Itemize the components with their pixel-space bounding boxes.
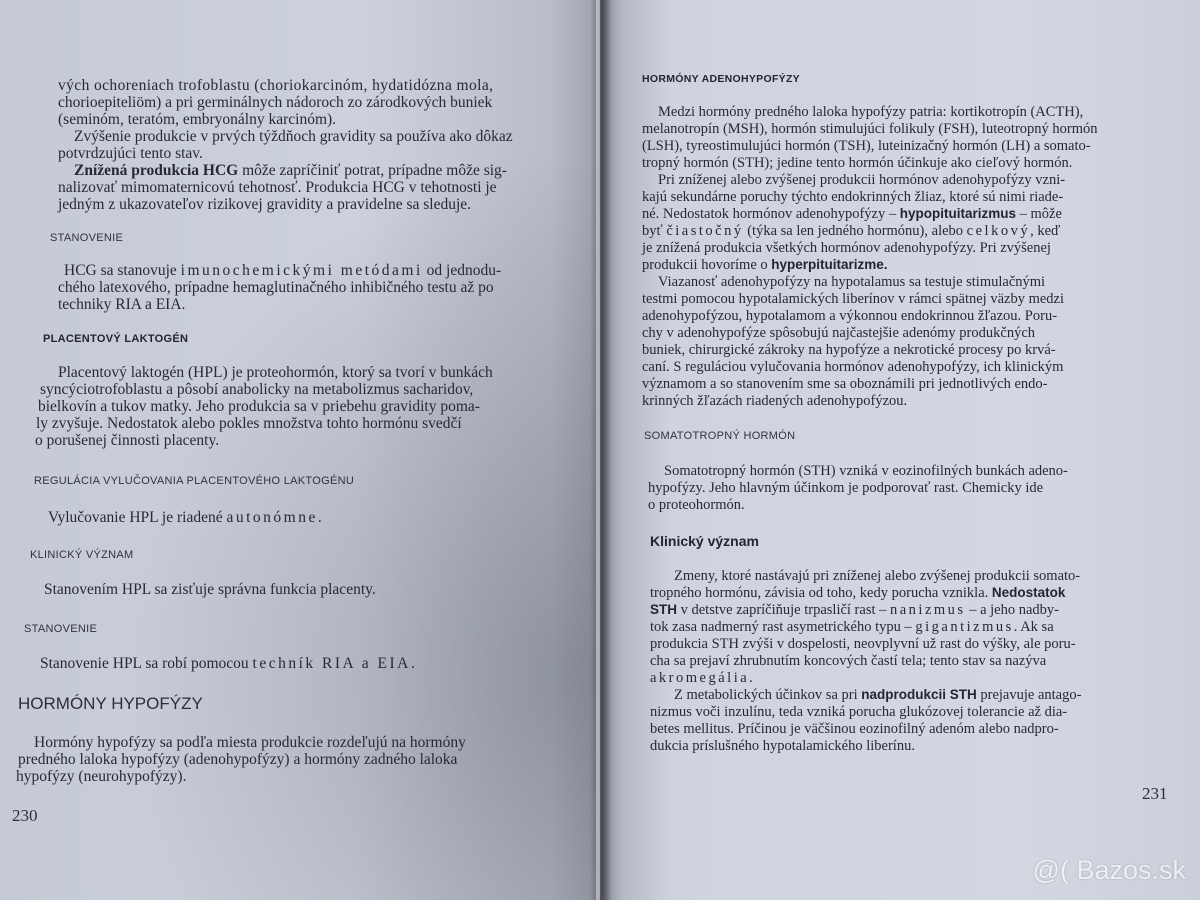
page-number: 230 — [12, 806, 38, 825]
page-number: 231 — [1142, 784, 1168, 803]
text-line: krinných žľazách riadených adenohypofýzou. — [642, 393, 908, 409]
bold-text: Znížená produkcia HCG — [74, 162, 239, 179]
spaced-text: imunochemickými metódami — [180, 262, 423, 279]
right-page — [598, 0, 1200, 900]
text-span: . — [410, 655, 415, 672]
spaced-text: celkový — [966, 223, 1031, 239]
spaced-text: gigantizmus — [915, 619, 1014, 635]
text-line: dukcia príslušného hypotalamického liberínu. — [650, 738, 915, 754]
text-line: o porušenej činnosti placenty. — [35, 432, 220, 449]
text-line: Pri zníženej alebo zvýšenej produkcii hormónov adenohypofýzy vzni- — [658, 172, 1066, 188]
text-line: Medzi hormóny predného laloka hypofýzy patria: kortikotropín (ACTH), — [658, 104, 1084, 120]
text-line: Viazanosť adenohypofýzy na hypotalamus sa testuje stimulačnými — [658, 274, 1046, 290]
section-heading: STANOVENIE — [50, 232, 124, 244]
text-line: adenohypofýzou, hypotalamom a výkonnou endokrinnou žľazou. Poru- — [642, 308, 1058, 324]
subsection-heading: Klinický význam — [650, 533, 759, 549]
text-line — [40, 655, 415, 672]
text-line: syncýciotrofoblastu a pôsobí anabolicky na metabolizmus sacharidov, — [40, 381, 474, 398]
text-line: o proteohormón. — [648, 497, 745, 513]
text-line: jedným z ukazovateľov rizikovej gravidity a pravidelne sa sleduje. — [58, 196, 472, 213]
text-line: testmi pomocou hypotalamických liberínov v rámci spätnej väzby medzi — [642, 291, 1064, 307]
text-line: melanotropín (MSH), hormón stimulujúci folikuly (FSH), luteotropný hormón — [642, 121, 1098, 137]
text-line: nalizovať mimomaternicovú tehotnosť. Produkcia HCG v tehotnosti je — [58, 179, 497, 196]
text-line: Hormóny hypofýzy sa podľa miesta produkcie rozdeľujú na hormóny — [34, 734, 466, 751]
spaced-text: čiastočný — [666, 223, 744, 239]
text-line: (seminóm, teratóm, embryonálny karcinóm). — [58, 111, 337, 128]
section-heading: KLINICKÝ VÝZNAM — [30, 549, 134, 561]
text-line: cha sa prejaví zhrubnutím koncových častí tela; tento stav sa nazýva — [650, 653, 1047, 669]
text-span: . Ak sa — [1013, 619, 1054, 635]
text-line: nizmus voči inzulínu, teda vzniká porucha glukózovej tolerancie až dia- — [650, 704, 1068, 720]
text-line: vých ochoreniach trofoblastu (choriokarcinóm, hydatidózna mola, — [58, 77, 494, 94]
text-span: Stanovenie HPL sa robí pomocou — [40, 655, 253, 672]
text-line: chorioepiteliöm) a pri germinálnych nádoroch zo zárodkových buniek — [58, 94, 493, 111]
text-span: produkcii hovoríme o — [642, 257, 772, 273]
text-line: Zmeny, ktoré nastávajú pri zníženej alebo zvýšenej produkcii somato- — [674, 568, 1081, 584]
text-line: chého latexového, prípadne hemaglutinačného inhibičného testu až po — [58, 279, 494, 296]
book-gutter-shadow — [590, 0, 612, 900]
chapter-heading: HORMÓNY HYPOFÝZY — [18, 694, 203, 713]
spaced-text: techník RIA a EIA — [252, 655, 411, 672]
page-edge — [596, 0, 600, 900]
text-line: kajú sekundárne poruchy týchto endokrinných žliaz, ktoré sú nimi riade- — [642, 189, 1064, 205]
text-line: caní. S reguláciou vylučovania hormónov adenohypofýzy, ich klinickým — [642, 359, 1064, 375]
text-span: né. Nedostatok hormónov adenohypofýzy – — [642, 206, 900, 222]
section-heading: REGULÁCIA VYLUČOVANIA PLACENTOVÉHO LAKTOGÉNU — [34, 475, 355, 487]
text-line — [642, 257, 888, 273]
text-span: Vylučovanie HPL je riadené — [48, 509, 227, 526]
text-span: – a jeho nadby- — [965, 602, 1059, 618]
text-line: je znížená produkcia všetkých hormónov adenohypofýzy. Pri zvýšenej — [642, 240, 1051, 256]
section-heading: SOMATOTROPNÝ HORMÓN — [644, 430, 796, 442]
text-span: byť — [642, 223, 667, 239]
text-line: techniky RIA a EIA. — [58, 296, 186, 313]
text-span: tok zasa nadmerný rast asymetrického typu – — [650, 619, 916, 635]
text-line: betes mellitus. Príčinou je väčšinou eozinofilný adenóm alebo nadpro- — [650, 721, 1059, 737]
text-span: . — [749, 670, 753, 686]
text-line — [642, 223, 1060, 239]
text-span: . — [317, 509, 322, 526]
bold-text: nadprodukcii STH — [861, 687, 977, 702]
text-span: od jednodu- — [422, 262, 502, 279]
spaced-text: autonómne — [226, 509, 318, 526]
text-span: – môže — [1016, 206, 1062, 222]
text-line — [650, 602, 1059, 618]
bold-text: Nedostatok — [991, 585, 1066, 600]
text-line — [642, 206, 1062, 222]
text-line: Somatotropný hormón (STH) vzniká v eozinofilných bunkách adeno- — [664, 463, 1068, 479]
text-line: Zvýšenie produkcie v prvých týždňoch gravidity sa používa ako dôkaz — [74, 128, 513, 145]
text-line: Placentový laktogén (HPL) je proteohormón, ktorý sa tvorí v bunkách — [58, 364, 493, 381]
text-line: Stanovením HPL sa zisťuje správna funkcia placenty. — [44, 581, 376, 598]
text-span: môže zapríčiniť potrat, prípadne môže sig- — [238, 162, 507, 179]
text-line: potvrdzujúci tento stav. — [58, 145, 203, 162]
text-span: tropného hormónu, závisia od toho, kedy porucha vznikla. — [650, 585, 992, 601]
text-line: tropný hormón (STH); jedine tento hormón účinkuje ako cieľový hormón. — [642, 155, 1073, 171]
text-span: prejavuje antago- — [976, 687, 1082, 703]
text-line — [650, 670, 753, 686]
text-line: hypofýzy (neurohypofýzy). — [16, 768, 187, 785]
text-line — [650, 585, 1065, 601]
text-line — [674, 687, 1081, 703]
text-line: významom a so stanovením sme sa oboznámili pri jednotlivých endo- — [642, 376, 1048, 392]
watermark: @( Bazos.sk — [1032, 855, 1186, 885]
spaced-text: nanizmus — [890, 602, 966, 618]
text-span: (týka sa len jedného hormónu), alebo — [743, 223, 967, 239]
text-line: ly zvyšuje. Nedostatok alebo pokles množstva tohto hormónu svedčí — [36, 415, 462, 432]
bold-text: hypopituitarizmus — [899, 206, 1016, 221]
spaced-text: akromegália — [650, 670, 750, 686]
text-line: produkcia STH zvýši v dospelosti, neovplyvní už rast do výšky, ale poru- — [650, 636, 1076, 652]
text-line: (LSH), tyreostimulujúci hormón (TSH), luteinizačný hormón (LH) a somato- — [642, 138, 1091, 154]
section-heading: PLACENTOVÝ LAKTOGÉN — [43, 333, 189, 345]
text-line: predného laloka hypofýzy (adenohypofýzy) a hormóny zadného laloka — [18, 751, 458, 768]
text-line: chy v adenohypofýze spôsobujú najčastejšie adenómy produkčných — [642, 325, 1036, 341]
text-line — [650, 619, 1054, 635]
text-line — [48, 509, 322, 526]
text-line: buniek, chirurgické zákroky na hypofýze a nekrotické procesy po krvá- — [642, 342, 1056, 358]
text-span: Z metabolických účinkov sa pri — [674, 687, 862, 703]
text-line: bielkovín a tukov matky. Jeho produkcia sa v priebehu gravidity poma- — [38, 398, 480, 415]
section-heading: STANOVENIE — [24, 623, 98, 635]
left-page — [0, 0, 598, 900]
text-line — [64, 262, 501, 279]
text-line: hypofýzy. Jeho hlavným účinkom je podporovať rast. Chemicky ide — [648, 480, 1044, 496]
section-heading: HORMÓNY ADENOHYPOFÝZY — [642, 73, 800, 85]
text-span: HCG sa stanovuje — [64, 262, 181, 279]
bold-text: STH — [650, 602, 677, 617]
text-line — [74, 162, 507, 179]
bold-text: hyperpituitarizme. — [771, 257, 888, 272]
text-span: v detstve zapríčiňuje trpasličí rast – — [677, 602, 890, 618]
text-span: , keď — [1030, 223, 1061, 239]
